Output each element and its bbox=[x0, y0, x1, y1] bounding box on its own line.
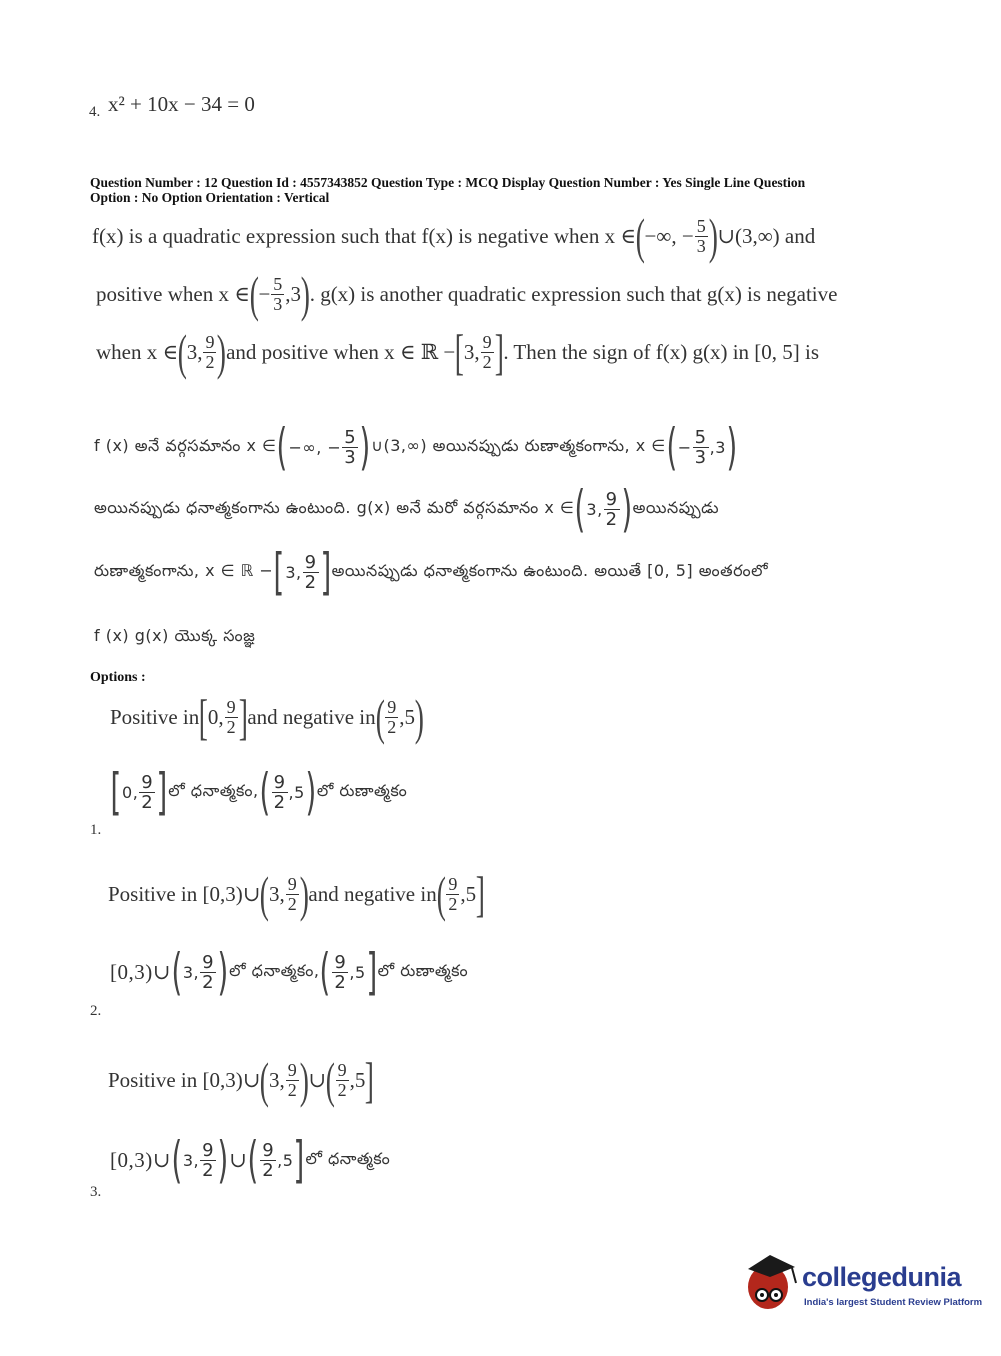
question-meta-line2: Option : No Option Orientation : Vertical bbox=[90, 190, 330, 205]
fraction: $\frac{9}{2}$ bbox=[482, 331, 492, 372]
question-te-line2: అయినప్పుడు ధనాత్మకంగాను ఉంటుంది. g(x) అనే మరో వర్గసమానం x ∈ ( 3, $\frac{9}{2}$ ) అయినప్పుడు bbox=[94, 480, 720, 538]
question-en-line2: positive when x ∈ ( − $\frac{5}{3}$ ,3 ) . g(x) is another quadratic expression such that g(x) is negative bbox=[96, 266, 838, 322]
option-2-number: 2. bbox=[90, 1003, 102, 1019]
brand-name: collegedunia bbox=[802, 1262, 962, 1292]
option-2-te[interactable]: [0,3)∪ ( 3, $\frac{9}{2}$ ) లో ధనాత్మకం, ( $\frac{9}{2}$ ,5 ] లో రుణాత్మకం bbox=[110, 943, 469, 1001]
option-equation: x² + 10x − 34 = 0 bbox=[108, 92, 255, 116]
brand-tagline: India's largest Student Review Platform bbox=[804, 1297, 983, 1308]
question-en-line3: when x ∈ ( 3, $\frac{9}{2}$ ) and positive when x ∈ ℝ − [ 3, $\frac{9}{2}$ ] . Then the sign of f(x) g(x) in [0, 5] is bbox=[96, 324, 820, 380]
option-3-number: 3. bbox=[90, 1184, 102, 1200]
option-1-number: 1. bbox=[90, 822, 102, 838]
option-1-en[interactable]: Positive in [ 0, $\frac{9}{2}$ ] and negative in ( $\frac{9}{2}$ ,5 ) bbox=[110, 689, 424, 745]
option-number: 4. bbox=[89, 104, 101, 120]
question-te-line3: రుణాత్మకంగాను, x ∈ ℝ − [ 3, $\frac{9}{2}$ ] అయినప్పుడు ధనాత్మకంగాను ఉంటుంది. అయితే [0, 5] అంతరంలో bbox=[94, 543, 769, 601]
question-te-line4: f (x) g(x) యొక్క సంజ్ఞ bbox=[94, 626, 256, 645]
question-en-line1: f(x) is a quadratic expression such that f(x) is negative when x ∈ ( −∞, − $\frac{5}{3}$ ) ∪(3,∞) and bbox=[92, 208, 816, 264]
fraction: $\frac{5}{3}$ bbox=[696, 215, 706, 256]
option-3-en[interactable]: Positive in [0,3)∪ ( 3, $\frac{9}{2}$ ) ∪ ( $\frac{9}{2}$ ,5 ] bbox=[108, 1052, 375, 1108]
option-2-en[interactable]: Positive in [0,3)∪ ( 3, $\frac{9}{2}$ ) and negative in ( $\frac{9}{2}$ ,5 ] bbox=[108, 866, 486, 922]
mascot-icon bbox=[748, 1255, 796, 1309]
options-label: Options : bbox=[90, 670, 146, 685]
question-meta bbox=[90, 175, 950, 205]
question-te-line1: f (x) అనే వర్గసమానం x ∈ ( −∞, − $\frac{5}{3}$ ) ∪(3,∞) అయినప్పుడు రుణాత్మకంగాను, x ∈ ( − $\frac{5}{3}$ ,3 ) bbox=[94, 418, 738, 476]
fraction: $\frac{5}{3}$ bbox=[273, 273, 283, 314]
question-meta-line1: Question Number : 12 Question Id : 4557343852 Question Type : MCQ Display Question Number : Yes Single Line Question bbox=[90, 175, 806, 190]
option-3-te[interactable]: [0,3)∪ ( 3, $\frac{9}{2}$ ) ∪ ( $\frac{9}{2}$ ,5 ] లో ధనాత్మకం bbox=[110, 1131, 391, 1189]
fraction: $\frac{9}{2}$ bbox=[205, 331, 215, 372]
option-1-te[interactable]: [ 0, $\frac{9}{2}$ ] లో ధనాత్మకం, ( $\frac{9}{2}$ ,5 ) లో రుణాత్మకం bbox=[110, 763, 408, 821]
